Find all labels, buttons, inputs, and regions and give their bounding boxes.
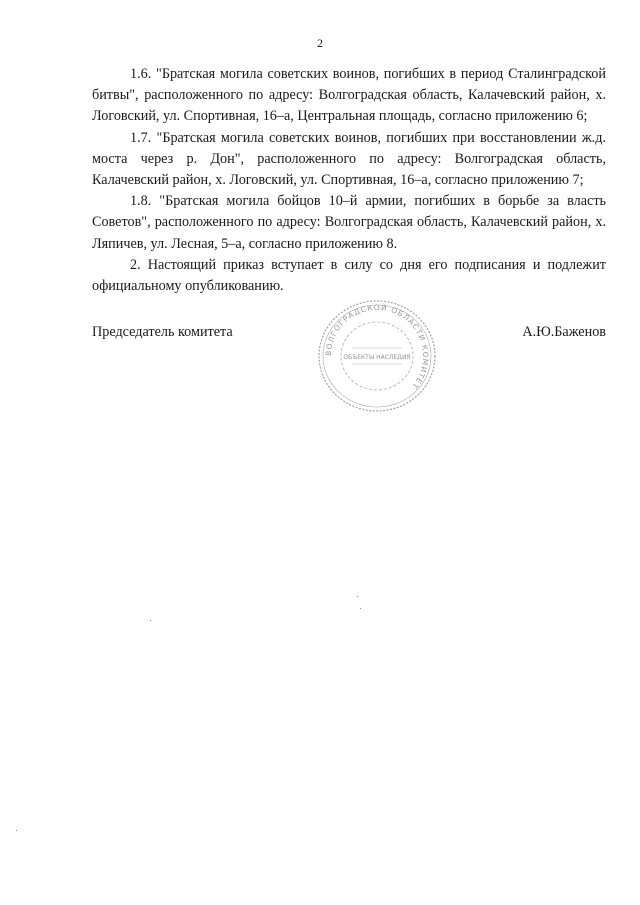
scan-artifact (16, 830, 17, 831)
document-body (92, 64, 606, 297)
scan-artifact (360, 608, 361, 609)
scan-artifact (357, 596, 358, 597)
stamp-center-text: ОБЪЕКТЫ НАСЛЕДИЯ (343, 354, 411, 361)
paragraph-1-6: 1.6. "Братская могила советских воинов, погибших в период Сталинградской битвы", расположенного по адресу: Волгоградская область, Калачевский район, х. Логовский, ул. Спортивная, 16–а, Центральная площадь, согласно приложению 6; (92, 66, 606, 125)
signatory-title: Председатель комитета (92, 324, 233, 340)
official-seal-stamp (312, 296, 442, 416)
paragraph-1-8: 1.8. "Братская могила бойцов 10–й армии, погибших в борьбе за власть Советов", расположенного по адресу: Волгоградская область, Калачевский район, х. Ляпичев, ул. Лесная, 5–а, согласно приложению 8. (92, 193, 606, 252)
paragraph-1-7: 1.7. "Братская могила советских воинов, погибших при восстановлении ж.д. моста через р. Дон", расположенного по адресу: Волгоградская область, Калачевский район, х. Логовский, ул. Спортивная, 16–а, согласно приложению 7; (92, 129, 606, 189)
paragraph-2: 2. Настоящий приказ вступает в силу со дня его подписания и подлежит официальному опубликованию. (92, 256, 606, 295)
scan-artifact (150, 620, 151, 621)
page-number: 2 (317, 36, 323, 50)
stamp-ring-text: ВОЛГОГРАДСКОЙ ОБЛАСТИ КОМИТЕТ (323, 302, 431, 392)
signatory-name: А.Ю.Баженов (522, 324, 606, 340)
svg-text:ВОЛГОГРАДСКОЙ ОБЛАСТИ КОМИТЕТ (324, 303, 430, 391)
